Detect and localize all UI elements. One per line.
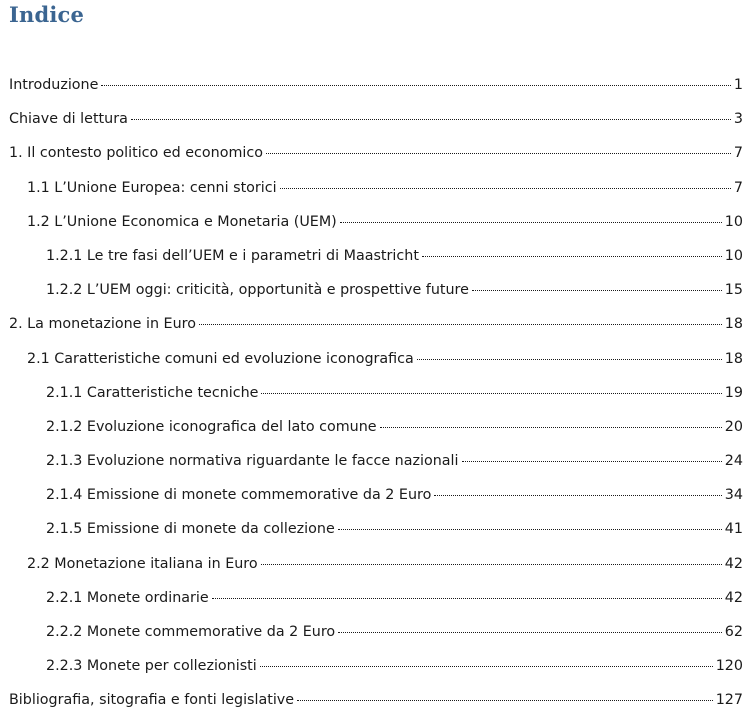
toc-entry[interactable] (0, 444, 756, 478)
toc-entry-title[interactable]: 2.1.5 Emissione di monete da collezione (46, 521, 335, 538)
toc-entry-page-number[interactable]: 18 (724, 350, 743, 367)
toc-dot-leader (261, 393, 721, 394)
toc-entry[interactable] (0, 239, 756, 273)
toc-dot-leader (199, 324, 722, 325)
toc-entry-title[interactable]: 2.1.3 Evoluzione normativa riguardante le facce nazionali (46, 453, 459, 470)
toc-entry-page-number[interactable]: 127 (715, 692, 743, 709)
toc-entry-page-number[interactable]: 34 (724, 487, 743, 504)
toc-dot-leader (266, 153, 731, 154)
toc-entry-title[interactable]: Introduzione (9, 77, 99, 93)
toc-entry[interactable] (0, 410, 756, 444)
toc-entry[interactable] (0, 512, 756, 546)
toc-dot-leader (297, 700, 713, 701)
toc-dot-leader (131, 119, 731, 120)
toc-dot-leader (422, 256, 722, 257)
toc-entry[interactable] (0, 342, 756, 376)
toc-entry-title[interactable]: 1.2.1 Le tre fasi dell’UEM e i parametri di Maastricht (46, 247, 419, 264)
toc-dot-leader (417, 359, 722, 360)
toc-entry[interactable] (0, 376, 756, 410)
toc-entry-page-number[interactable]: 7 (733, 179, 743, 196)
toc-heading: Indice (9, 2, 85, 27)
toc-entry[interactable] (0, 205, 756, 239)
toc-entry-page-number[interactable]: 1 (733, 77, 743, 93)
toc-entry-page-number[interactable]: 7 (733, 145, 743, 162)
toc-entry-title[interactable]: 2.2.1 Monete ordinarie (46, 589, 209, 606)
toc-entry[interactable] (0, 136, 756, 170)
toc-entry-title[interactable]: Chiave di lettura (9, 111, 128, 128)
toc-list (0, 68, 756, 718)
toc-entry-page-number[interactable]: 15 (724, 282, 743, 299)
toc-entry-title[interactable]: 2.2 Monetazione italiana in Euro (27, 555, 258, 572)
toc-entry-page-number[interactable]: 10 (724, 247, 743, 264)
toc-dot-leader (101, 85, 730, 86)
toc-entry-page-number[interactable]: 18 (724, 316, 743, 333)
toc-entry-title[interactable]: Bibliografia, sitografia e fonti legislative (9, 692, 295, 709)
toc-entry[interactable] (0, 649, 756, 683)
toc-entry-title[interactable]: 2.1 Caratteristiche comuni ed evoluzione iconografica (27, 350, 414, 367)
toc-dot-leader (338, 529, 722, 530)
toc-entry-title[interactable]: 2.1.2 Evoluzione iconografica del lato comune (46, 418, 377, 435)
toc-entry-title[interactable]: 2.1.1 Caratteristiche tecniche (46, 384, 259, 401)
toc-entry-page-number[interactable]: 120 (715, 658, 743, 675)
toc-entry[interactable] (0, 68, 756, 102)
toc-dot-leader (380, 427, 722, 428)
toc-dot-leader (261, 564, 722, 565)
toc-dot-leader (260, 666, 713, 667)
toc-entry[interactable] (0, 171, 756, 205)
toc-entry-title[interactable]: 1.2.2 L’UEM oggi: criticità, opportunità e prospettive future (46, 282, 469, 299)
toc-entry[interactable] (0, 547, 756, 581)
toc-entry[interactable] (0, 307, 756, 341)
toc-entry-title[interactable]: 2.1.4 Emissione di monete commemorative da 2 Euro (46, 487, 432, 504)
toc-entry-page-number[interactable]: 42 (724, 589, 743, 606)
toc-dot-leader (434, 495, 721, 496)
toc-entry[interactable] (0, 273, 756, 307)
toc-entry-title[interactable]: 1.1 L’Unione Europea: cenni storici (27, 179, 277, 196)
toc-dot-leader (340, 222, 722, 223)
toc-entry[interactable] (0, 615, 756, 649)
toc-entry-page-number[interactable]: 62 (724, 624, 743, 640)
toc-entry-title[interactable]: 2. La monetazione in Euro (9, 316, 196, 333)
toc-dot-leader (472, 290, 722, 291)
toc-dot-leader (280, 188, 731, 189)
toc-entry-page-number[interactable]: 41 (724, 521, 743, 538)
toc-entry-page-number[interactable]: 24 (724, 453, 743, 470)
toc-entry[interactable] (0, 102, 756, 136)
toc-entry-page-number[interactable]: 42 (724, 555, 743, 572)
toc-entry-title[interactable]: 2.2.3 Monete per collezionisti (46, 658, 257, 675)
toc-entry-page-number[interactable]: 19 (724, 384, 743, 401)
toc-entry[interactable] (0, 683, 756, 717)
toc-entry-title[interactable]: 1.2 L’Unione Economica e Monetaria (UEM) (27, 213, 337, 230)
toc-entry[interactable] (0, 581, 756, 615)
toc-entry-title[interactable]: 1. Il contesto politico ed economico (9, 145, 263, 162)
toc-dot-leader (462, 461, 722, 462)
toc-dot-leader (338, 632, 722, 633)
toc-entry-page-number[interactable]: 20 (724, 418, 743, 435)
toc-entry[interactable] (0, 478, 756, 512)
toc-dot-leader (212, 598, 722, 599)
toc-entry-page-number[interactable]: 10 (724, 213, 743, 230)
toc-entry-page-number[interactable]: 3 (733, 111, 743, 128)
toc-entry-title[interactable]: 2.2.2 Monete commemorative da 2 Euro (46, 624, 336, 640)
